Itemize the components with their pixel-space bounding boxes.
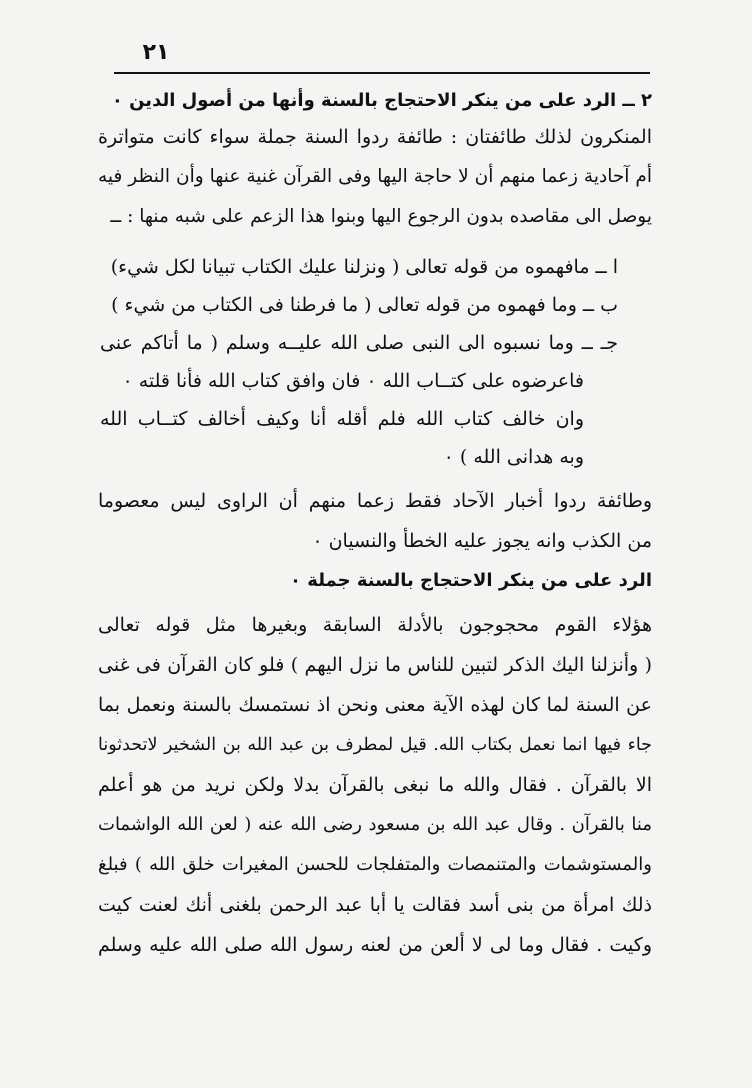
- list-item: ا ــ مافهموه من قوله تعالى ( ونزلنا عليك الكتاب تبيانا لكل شيء): [110, 256, 618, 278]
- list-item: جـ ــ وما نسبوه الى النبى صلى الله عليــه وسلم ( ما أتاكم عنى: [100, 332, 618, 354]
- subsection-heading: الرد على من ينكر الاحتجاج بالسنة جملة ٠: [290, 570, 652, 591]
- paragraph-line: والمستوشمات والمتنمصات والمتفلجات للحسن المغيرات خلق الله ) فبلغ: [98, 854, 652, 875]
- list-item: ب ــ وما فهموه من قوله تعالى ( ما فرطنا فى الكتاب من شيء ): [111, 294, 618, 316]
- paragraph-line: ذلك امرأة من بنى أسد فقالت يا أبا عبد الرحمن بلغنى أنك لعنت كيت: [98, 894, 652, 916]
- list-item-continuation: وبه هدانى الله ) ٠: [443, 446, 584, 468]
- paragraph-line: جاء فيها انما نعمل بكتاب الله. قيل لمطرف بن عبد الله بن الشخير لاتحدثونا: [98, 735, 652, 755]
- paragraph-line: منا بالقرآن . وقال عبد الله بن مسعود رضى الله عنه ( لعن الله الواشمات: [98, 814, 652, 835]
- paragraph-line: من الكذب وانه يجوز عليه الخطأ والنسيان ٠: [312, 530, 652, 552]
- paragraph-line: الا بالقرآن . فقال والله ما نبغى بالقرآن بدلا ولكن نريد من هو أعلم: [98, 774, 652, 796]
- paragraph-line: المنكرون لذلك طائفتان : طائفة ردوا السنة جملة سواء كانت متواترة: [98, 126, 652, 148]
- paragraph-line: وطائفة ردوا أخبار الآحاد فقط زعما منهم أن الراوى ليس معصوما: [98, 490, 652, 512]
- paragraph-line: أم آحادية زعما منهم أن لا حاجة اليها وفى القرآن غنية عنها وأن النظر فيه: [98, 166, 652, 187]
- section-heading: ٢ ــ الرد على من ينكر الاحتجاج بالسنة وأنها من أصول الدين ٠: [111, 90, 652, 111]
- list-item-continuation: وان خالف كتاب الله فلم أقله أنا وكيف أخالف كتــاب الله: [100, 408, 584, 430]
- page-number: ٢١: [142, 40, 170, 65]
- header-rule: [114, 72, 650, 74]
- list-item-continuation: فاعرضوه على كتــاب الله ٠ فان وافق كتاب الله فأنا قلته ٠: [122, 370, 584, 392]
- paragraph-line: يوصل الى مقاصده بدون الرجوع اليها وبنوا هذا الزعم على شبه منها : ــ: [110, 206, 652, 227]
- paragraph-line: ( وأنزلنا اليك الذكر لتبين للناس ما نزل اليهم ) فلو كان القرآن فى غنى: [98, 654, 652, 676]
- paragraph-line: هؤلاء القوم محجوجون بالأدلة السابقة وبغيرها مثل قوله تعالى: [98, 614, 652, 636]
- paragraph-line: عن السنة لما كان لهذه الآية معنى ونحن اذ نستمسك بالسنة ونعمل بما: [98, 694, 652, 716]
- paragraph-line: وكيت . فقال وما لى لا ألعن من لعنه رسول الله صلى الله عليه وسلم: [98, 934, 652, 956]
